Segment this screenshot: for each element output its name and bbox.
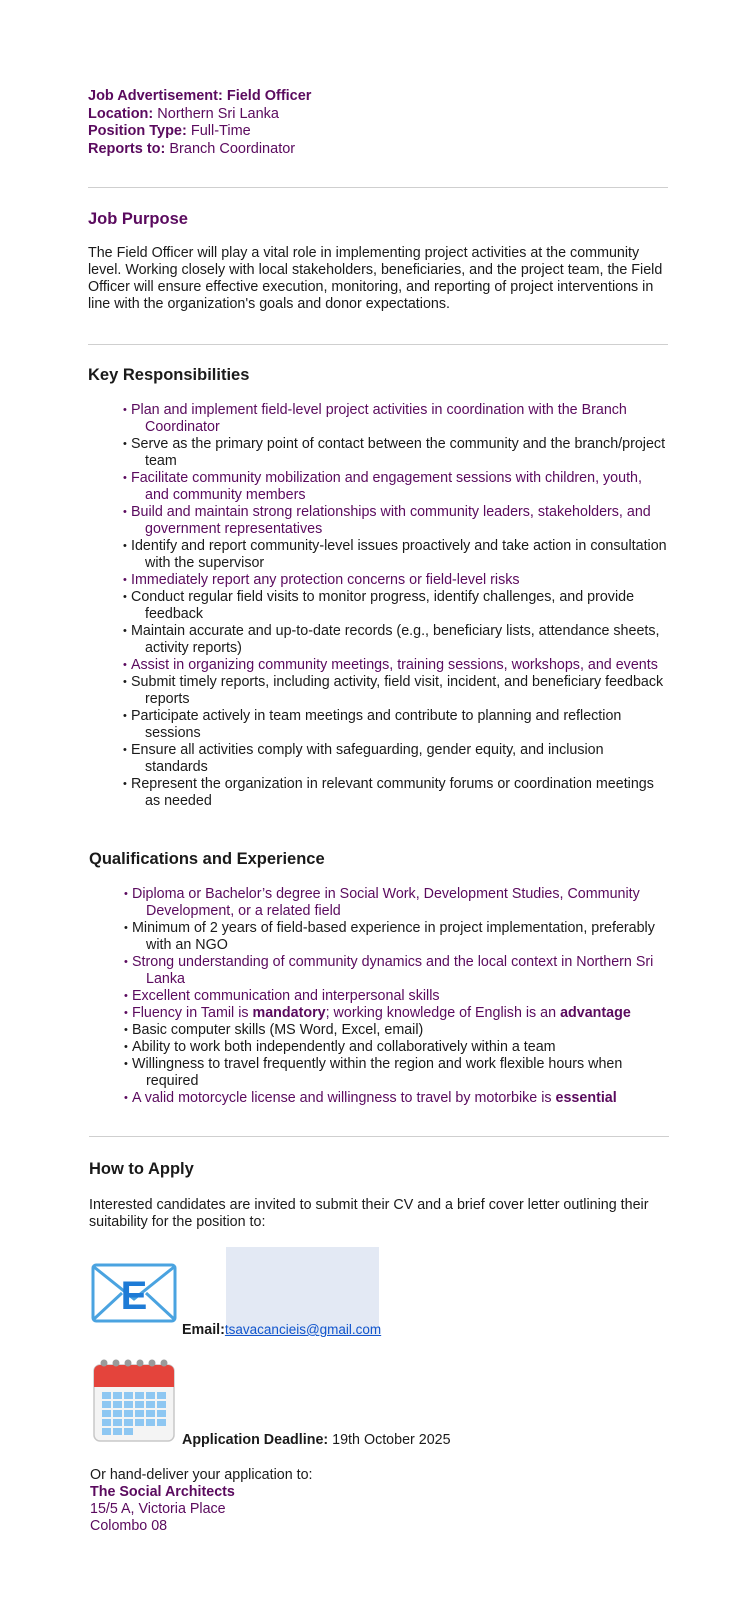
job-purpose-text: The Field Officer will play a vital role in implementing project activities at the community level. Working closely with local stakeholders, beneficiaries, and the project team, the Field Officer will ensure effective execution, monitoring, and reporting of project interventions in line with the organization's goals and donor expectations. xyxy=(88,245,663,312)
address-block xyxy=(90,1467,650,1535)
reports-to-row: Reports to: Branch Coordinator xyxy=(88,140,296,157)
list-item: • Basic computer skills (MS Word, Excel, email) xyxy=(124,1022,670,1039)
email-row: Email:tsavacancieis@gmail.com xyxy=(182,1322,382,1338)
qualifications-heading: Qualifications and Experience xyxy=(89,850,325,868)
location-row: Location: Northern Sri Lanka xyxy=(88,105,279,122)
job-title: Job Advertisement: Field Officer xyxy=(88,88,312,104)
address-line: Colombo 08 xyxy=(90,1518,168,1534)
job-purpose-heading: Job Purpose xyxy=(88,210,188,228)
list-item: • Plan and implement field-level project activities in coordination with the Branch Coordinator xyxy=(123,402,669,436)
list-item: • Conduct regular field visits to monitor progress, identify challenges, and provide feedback xyxy=(123,589,669,623)
list-item: • Excellent communication and interpersonal skills xyxy=(124,988,670,1005)
position-type-row: Position Type: Full-Time xyxy=(88,123,251,139)
list-item: • Willingness to travel frequently within the region and work flexible hours when required xyxy=(124,1056,670,1090)
hand-deliver-text: Or hand-deliver your application to: xyxy=(90,1467,313,1483)
organization-name: The Social Architects xyxy=(90,1484,235,1500)
list-item: • Serve as the primary point of contact between the community and the branch/project team xyxy=(123,436,669,470)
qualifications-list xyxy=(124,886,670,1107)
list-item: • A valid motorcycle license and willingness to travel by motorbike is essential xyxy=(124,1090,670,1107)
divider xyxy=(88,344,668,345)
divider xyxy=(88,187,668,188)
list-item: • Participate actively in team meetings and contribute to planning and reflection sessions xyxy=(123,708,669,742)
address-line: 15/5 A, Victoria Place xyxy=(90,1501,226,1517)
list-item: • Represent the organization in relevant community forums or coordination meetings as needed xyxy=(123,776,669,810)
list-item: • Facilitate community mobilization and engagement sessions with children, youth, and community members xyxy=(123,470,669,504)
deadline-row: Application Deadline: 19th October 2025 xyxy=(182,1432,451,1448)
how-to-apply-text: Interested candidates are invited to submit their CV and a brief cover letter outlining their suitability for the position to: xyxy=(89,1197,649,1230)
list-item: • Strong understanding of community dynamics and the local context in Northern Sri Lanka xyxy=(124,954,670,988)
email-link[interactable]: tsavacancieis@gmail.com xyxy=(224,1322,382,1337)
responsibilities-list xyxy=(123,402,669,810)
list-item: • Ability to work both independently and collaboratively within a team xyxy=(124,1039,670,1056)
list-item: • Fluency in Tamil is mandatory; working knowledge of English is an advantage xyxy=(124,1005,670,1022)
list-item: • Submit timely reports, including activity, field visit, incident, and beneficiary feedback reports xyxy=(123,674,669,708)
job-header xyxy=(88,88,311,158)
list-item: • Minimum of 2 years of field-based experience in project implementation, preferably with an NGO xyxy=(124,920,670,954)
list-item: • Diploma or Bachelor’s degree in Social Work, Development Studies, Community Development, or a related field xyxy=(124,886,670,920)
calendar-icon xyxy=(92,1357,176,1443)
list-item: • Build and maintain strong relationships with community leaders, stakeholders, and government representatives xyxy=(123,504,669,538)
divider xyxy=(89,1136,669,1137)
list-item: • Immediately report any protection concerns or field-level risks xyxy=(123,572,669,589)
how-to-apply-heading: How to Apply xyxy=(89,1160,194,1178)
list-item: • Ensure all activities comply with safeguarding, gender equity, and inclusion standards xyxy=(123,742,669,776)
list-item: • Assist in organizing community meetings, training sessions, workshops, and events xyxy=(123,657,669,674)
list-item: • Maintain accurate and up-to-date records (e.g., beneficiary lists, attendance sheets, activity reports) xyxy=(123,623,669,657)
key-responsibilities-heading: Key Responsibilities xyxy=(88,366,250,384)
svg-text:E: E xyxy=(120,1274,148,1318)
envelope-e-icon xyxy=(90,1261,178,1325)
list-item: • Identify and report community-level issues proactively and take action in consultation with the supervisor xyxy=(123,538,669,572)
